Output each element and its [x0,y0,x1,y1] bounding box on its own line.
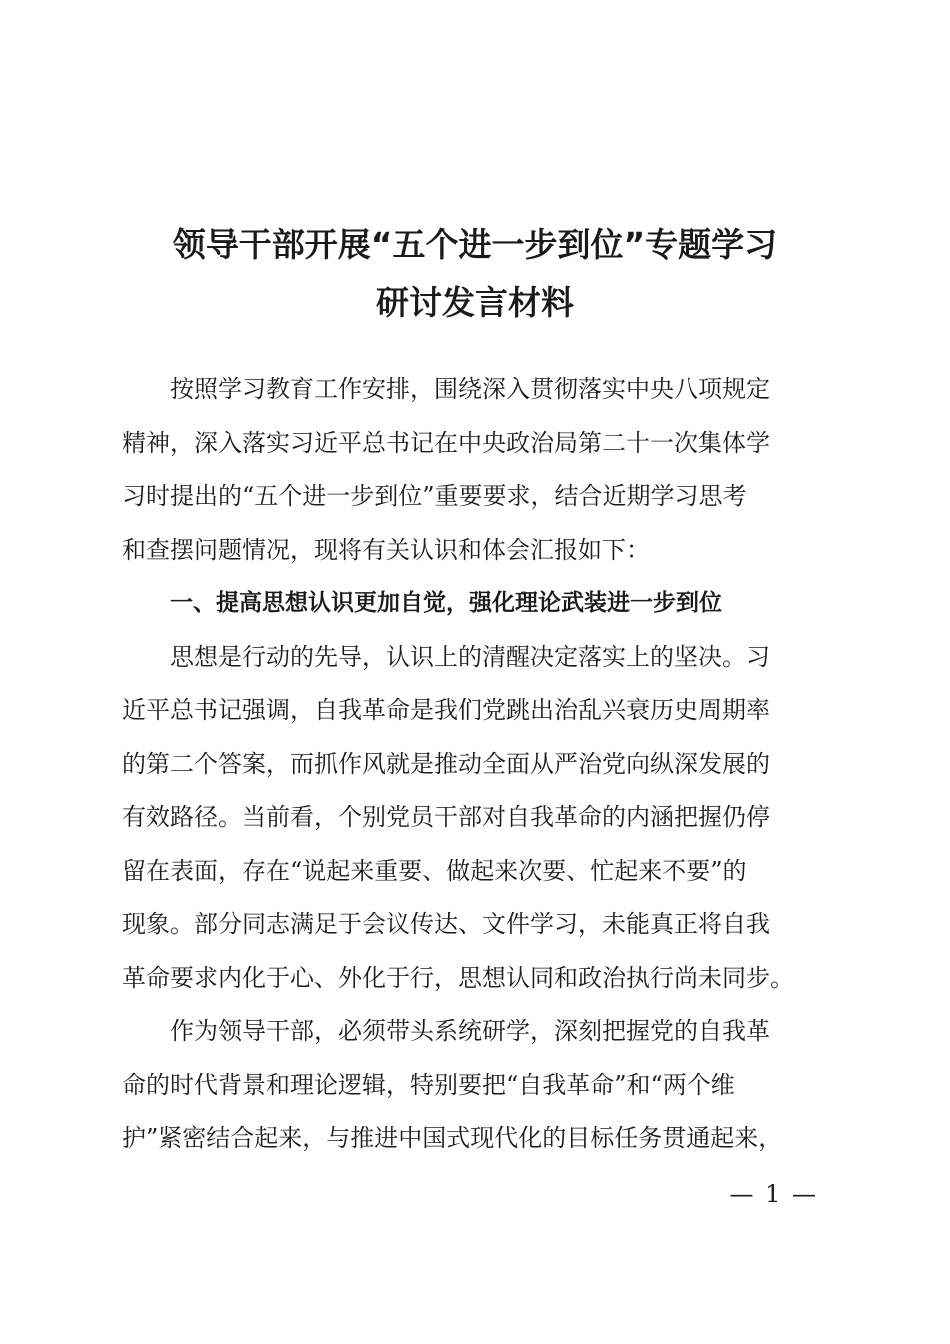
text-line: 按照学习教育工作安排，围绕深入贯彻落实中央八项规定 [170,375,770,403]
text-line: 精神，深入落实习近平总书记在中央政治局第二十一次集体学 [122,428,770,457]
text-line: 现象。部分同志满足于会议传达、文件学习，未能真正将自我 [122,910,770,938]
section-1-paragraph-2 [122,1005,828,1166]
text-line: 习时提出的“五个进一步到位”重要要求，结合近期学习思考 [122,482,747,510]
section-1-heading: 一、提高思想认识更加自觉，强化理论武装进一步到位 [170,590,722,616]
text-line: 护”紧密结合起来，与推进中国式现代化的目标任务贯通起来， [122,1124,783,1152]
text-line: 近平总书记强调，自我革命是我们党跳出治乱兴衰历史周期率 [122,696,770,724]
text-line: 留在表面，存在“说起来重要、做起来次要、忙起来不要”的 [122,856,747,885]
text-line: 和查摆问题情况，现将有关认识和体会汇报如下： [122,535,650,564]
page-number: — 1 — [729,1180,818,1208]
text-line: 的第二个答案，而抓作风就是推动全面从严治党向纵深发展的 [122,749,770,778]
text-line: 命的时代背景和理论逻辑，特别要把“自我革命”和“两个维 [122,1070,735,1099]
document-body [122,363,828,1166]
text-line: 革命要求内化于心、外化于行，思想认同和政治执行尚未同步。 [122,963,794,992]
intro-paragraph [122,363,828,577]
text-line: 思想是行动的先导，认识上的清醒决定落实上的坚决。习 [170,642,770,671]
section-1-paragraph-1 [122,631,828,1006]
document-title [120,216,830,332]
text-line: 作为领导干部，必须带头系统研学，深刻把握党的自我革 [170,1017,770,1045]
title-line-2: 研讨发言材料 [376,283,574,322]
text-line: 有效路径。当前看，个别党员干部对自我革命的内涵把握仍停 [122,803,770,831]
title-line-1: 领导干部开展“五个进一步到位”专题学习 [172,225,778,264]
